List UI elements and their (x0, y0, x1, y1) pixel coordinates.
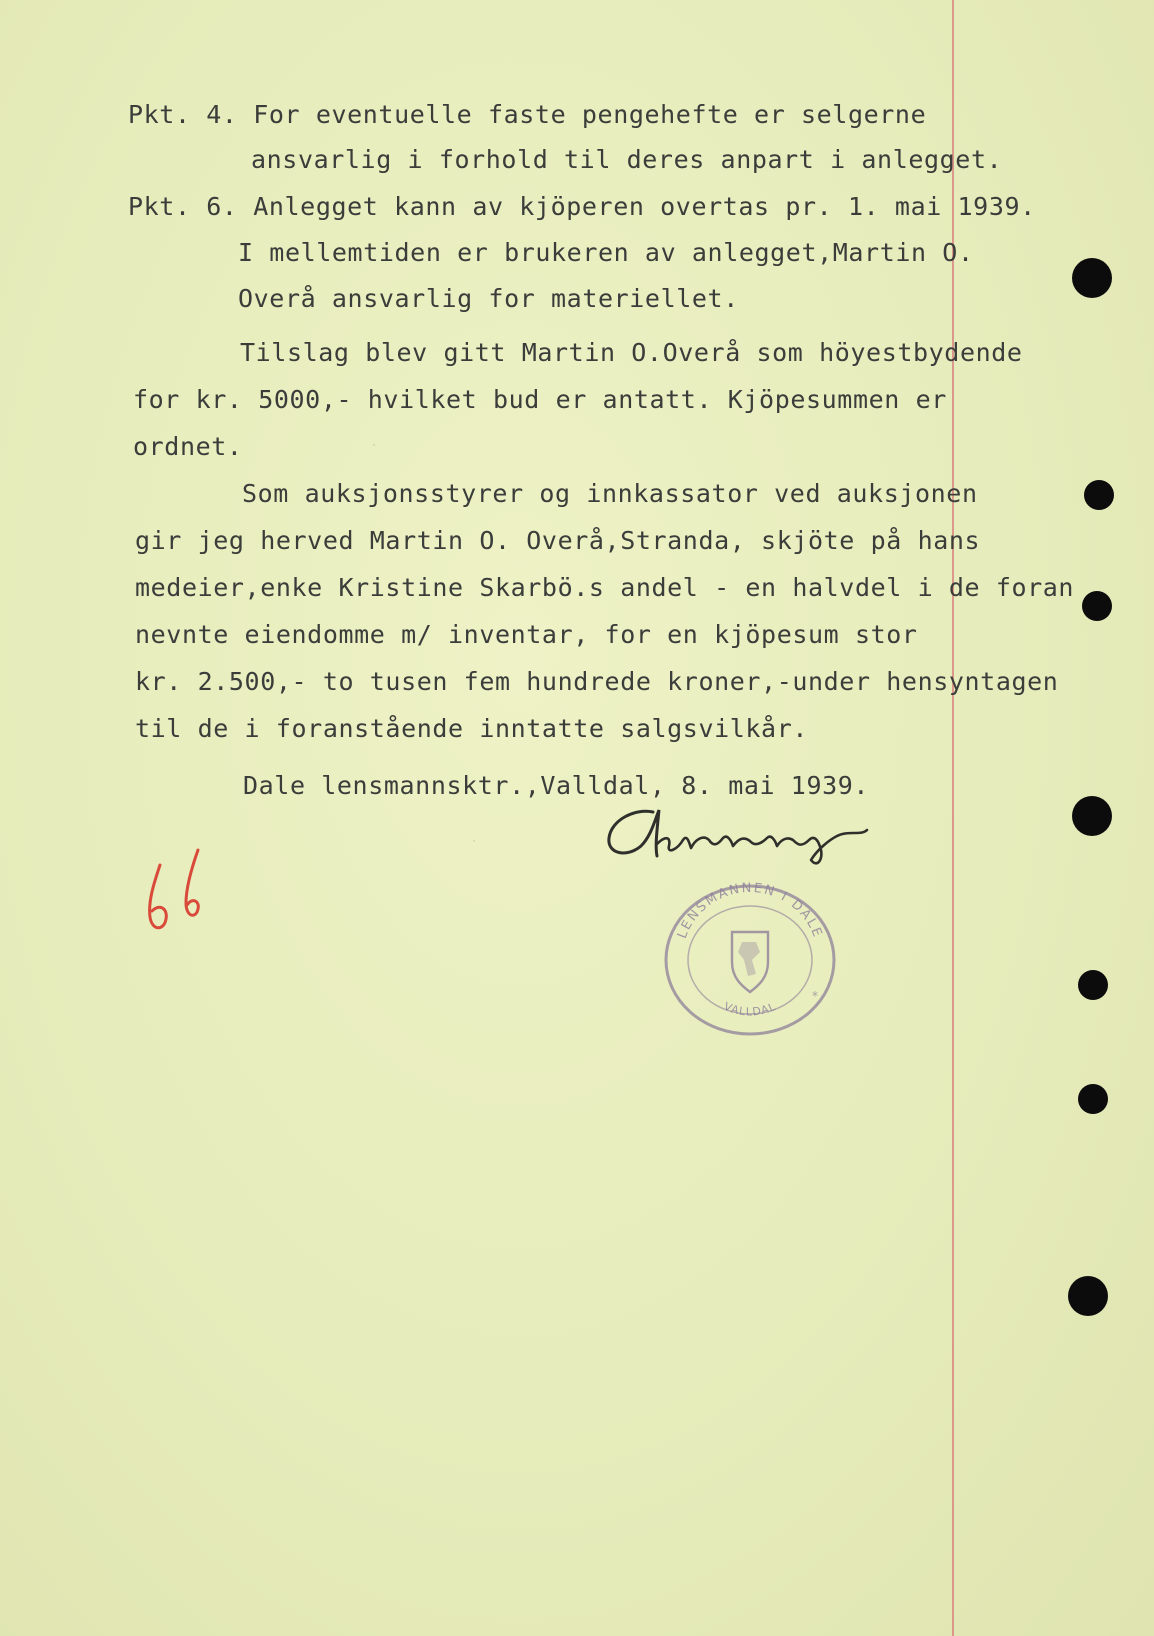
text-line: I mellemtiden er brukeren av anlegget,Martin O. (238, 238, 974, 267)
binding-hole (1082, 591, 1112, 621)
text-line: ansvarlig i forhold til deres anpart i anlegget. (251, 145, 1003, 174)
text-line: Pkt. 4. For eventuelle faste pengehefte er selgerne (128, 100, 927, 129)
text-line: ordnet. (133, 432, 243, 461)
svg-text:*: * (812, 989, 818, 1003)
svg-text:LENSMANNEN I DALE: LENSMANNEN I DALE (674, 880, 826, 941)
text-line: til de i foranstående inntatte salgsvilkår. (135, 714, 809, 743)
text-line: Tilslag blev gitt Martin O.Overå som höyestbydende (240, 338, 1023, 367)
text-line: kr. 2.500,- to tusen fem hundrede kroner,-under hensyntagen (135, 667, 1059, 696)
binding-hole (1072, 258, 1112, 298)
text-line: medeier,enke Kristine Skarbö.s andel - en halvdel i de foran (135, 573, 1075, 602)
svg-text:VALLDAL: VALLDAL (721, 999, 779, 1019)
text-line: Overå ansvarlig for materiellet. (238, 284, 739, 313)
date-line: Dale lensmannsktr.,Valldal, 8. mai 1939. (243, 771, 870, 800)
text-line: Pkt. 6. Anlegget kann av kjöperen overtas pr. 1. mai 1939. (128, 192, 1036, 221)
binding-hole (1078, 1084, 1108, 1114)
text-line: for kr. 5000,- hvilket bud er antatt. Kjöpesummen er (133, 385, 947, 414)
red-pencil-mark (140, 845, 210, 940)
binding-hole (1072, 796, 1112, 836)
text-line: Som auksjonsstyrer og innkassator ved auksjonen (242, 479, 978, 508)
binding-hole (1084, 480, 1114, 510)
faint-mark: . (470, 830, 479, 846)
official-stamp (660, 880, 840, 1040)
text-line: nevnte eiendomme m/ inventar, for en kjöpesum stor (135, 620, 918, 649)
signature (605, 800, 890, 875)
text-line: gir jeg herved Martin O. Overå,Stranda, skjöte på hans (135, 526, 981, 555)
binding-hole (1078, 970, 1108, 1000)
faint-mark: · (370, 438, 379, 454)
binding-hole (1068, 1276, 1108, 1316)
